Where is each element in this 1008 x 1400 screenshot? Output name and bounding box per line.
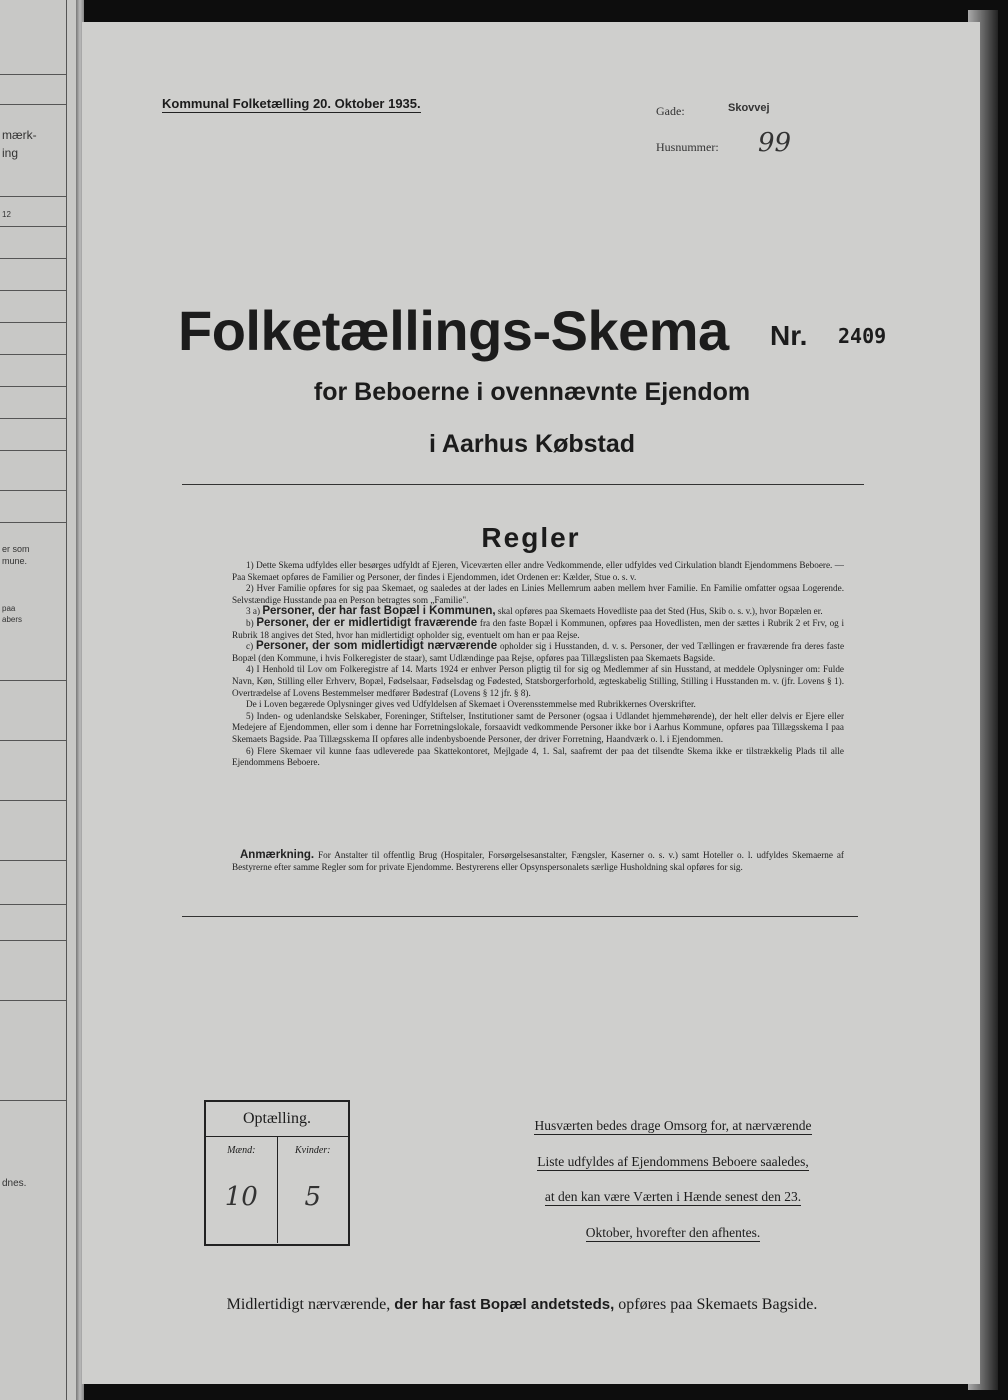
left-page-rule [0,104,66,105]
left-page-text: ing [2,146,19,160]
rule-3a-heading: Personer, der har fast Bopæl i Kommunen, [262,605,496,618]
street-label: Gade: [656,104,685,118]
left-page-rule [0,904,66,905]
left-page-rule [0,450,66,451]
women-count: 5 [304,1182,322,1212]
footer-note [82,1296,962,1314]
rule-3c-heading: Personer, der som midlertidigt nærværende [255,640,498,653]
left-page-text: abers [2,615,23,624]
rule-3c-prefix: c) [246,641,254,652]
left-page-rule [0,940,66,941]
footer-text: Midlertidigt nærværende, [226,1296,391,1313]
left-page-text: mune. [2,556,28,566]
left-page-rule [0,74,66,75]
landlord-notice [508,1108,838,1250]
rule-3b-heading: Personer, der er midlertidigt fraværende [256,616,478,629]
women-column [277,1137,349,1243]
left-page-rule [0,322,66,323]
form-title: Folketællings-Skema [178,299,729,362]
men-label: Mænd: [227,1145,256,1156]
notice-line: at den kan være Værten i Hænde senest den 23. [544,1189,802,1204]
left-page-rule [0,196,66,197]
men-count: 10 [224,1182,258,1212]
divider [182,916,858,917]
rule-3b [232,618,844,641]
rule-3b-prefix: b) [246,617,254,628]
rule-3c [232,641,844,664]
rule-3b-text: fra den faste Bopæl i Kommunen, opføres paa Hovedlisten, men der sættes i Rubrik 2 et Frv, og i Rubrik 18 angives det Sted, hvor han midlertidigt opholder sig, eventuelt om han er paa Rejse. [232,617,845,640]
rule-4: 4) I Henhold til Lov om Folkeregistre af 14. Marts 1924 er enhver Person pligtig til for sig og Medlemmer af sin Husstand, at meddele Oplysninger om: Fulde Navn, Køn, Stilling eller Erhverv, Bopæl, Fødselsaar, Fødselsdag og Fødested, Statsborgerforhold, ægteskabelig Stilling, Stilling i Husstanden m. v. (jfr. Lovens § 1). Overtrædelse af Lovens Bestemmelser medfører Bødestraf (Lovens § 12 jfr. § 8). [232,664,844,698]
left-page-rule [0,522,66,523]
left-page-text: mærk- [2,128,37,142]
footer-text: opføres paa Skemaets Bagside. [618,1296,818,1313]
left-page-rule [0,418,66,419]
form-subtitle-city: i Aarhus Købstad [428,430,636,458]
street-value: Skovvej [728,102,770,114]
census-form-page [82,22,980,1384]
left-page-rule [0,490,66,491]
left-page-text: er som [2,544,30,554]
left-page-rule [0,800,66,801]
count-heading: Optælling. [206,1102,348,1137]
rule-3c-text: opholder sig i Husstanden, d. v. s. Personer, der ved Tællingen er fraværende fra deres faste Bopæl (den Kommune, i hvis Folkeregister de staar), samt Udlændinge paa Rejse, opføres paa Tillægslisten paa Skemaets Bagside. [232,641,845,663]
notice-line: Husværten bedes drage Omsorg for, at nærværende [534,1118,812,1133]
men-column [206,1137,277,1243]
left-page-text: dnes. [2,1178,27,1189]
left-page-rule [0,290,66,291]
rules-body [232,560,844,769]
left-page-rule [0,386,66,387]
left-page-vertical-rule [66,0,67,1400]
remark [232,850,844,873]
left-page-text: 12 [2,210,11,219]
left-page-rule [0,1000,66,1001]
rule-6: 6) Flere Skemaer vil kunne faas udleverede paa Skattekontoret, Mejlgade 4, 1. Sal, saafremt der paa det tilsendte Skema ikke er tilstrækkelig Plads til alle Ejendommens Beboere. [232,745,844,768]
left-page-rule [0,226,66,227]
count-box [204,1100,350,1246]
form-number-value: 2409 [838,324,887,348]
house-number-label: Husnummer: [656,140,719,154]
remark-text: For Anstalter til offentlig Brug (Hospitaler, Forsørgelsesanstalter, Fængsler, Kaserner o. s. v.) samt Hoteller o. l. udfyldes Skemaerne af Bestyrerne efter samme Regler som for private Ejendomme. Bestyrerens eller Opsynspersonalets særlige Husholdning skal opføres for sig. [232,850,844,872]
remark-label: Anmærkning. [240,849,315,861]
rule-3a-prefix: 3 a) [246,606,261,617]
rule-4b: De i Loven begærede Oplysninger gives ved Udfyldelsen af Skemaet i Overensstemmelse med Rubrikkernes Overskrifter. [246,699,696,710]
left-page-rule [0,354,66,355]
women-label: Kvinder: [294,1145,331,1156]
left-page-text: paa [2,604,16,613]
footer-bold-text: der har fast Bopæl andetsteds, [394,1296,615,1313]
left-page-rule [0,740,66,741]
rules-heading: Regler [481,522,581,553]
left-page-fragment [0,0,80,1400]
rule-1: 1) Dette Skema udfyldes eller besørges udfyldt af Ejeren, Viceværten eller andre Vedkommende, eller udfyldes ved Cirkulation blandt Ejendommens Beboere. — Paa Skemaet opføres de Familier og Personer, der findes i Ejendommen, idet Ordenen er: Kælder, Stue o. s. v. [232,560,844,582]
rule-3a-text: skal opføres paa Skemaets Hovedliste paa det Sted (Hus, Skib o. s. v.), hvor Bopælen er. [497,606,823,617]
census-header: Kommunal Folketælling 20. Oktober 1935. [162,96,421,111]
rule-5: 5) Inden- og udenlandske Selskaber, Foreninger, Stiftelser, Institutioner samt de Personer (ogsaa i Udlandet hjemmehørende), der helt eller delvis er Ejere eller Medejere af Ejendommen, eller som i denne har Forretningslokale, forsaavidt vedkommende Personer ikke bor i Aarhus Kommune, opføres paa Tillægsskema I paa Skemaets Bagside. Paa Tillægsskema II opføres alle indenbysboende Personer, der driver Forretning, Haandværk o. l. i Ejendommen. [232,710,844,744]
notice-line: Liste udfyldes af Ejendommens Beboere saaledes, [537,1153,809,1169]
house-number-value: 99 [758,128,792,158]
form-number-label: Nr. [770,320,808,351]
rule-2: 2) Hver Familie opføres for sig paa Skemaet, og saaledes at der lades en Linies Mellemrum aaben mellem hver Familie. En Familie omfatter ogsaa Logerende. Selvstændige Husstande paa en Person betragtes som „Familie". [232,583,844,605]
divider [182,484,864,485]
notice-line: Oktober, hvorefter den afhentes. [585,1224,761,1240]
left-page-rule [0,860,66,861]
left-page-rule [0,1100,66,1101]
form-subtitle: for Beboerne i ovennævnte Ejendom [313,378,751,406]
remark-paragraph [232,850,844,873]
left-page-rule [0,258,66,259]
left-page-rule [0,680,66,681]
